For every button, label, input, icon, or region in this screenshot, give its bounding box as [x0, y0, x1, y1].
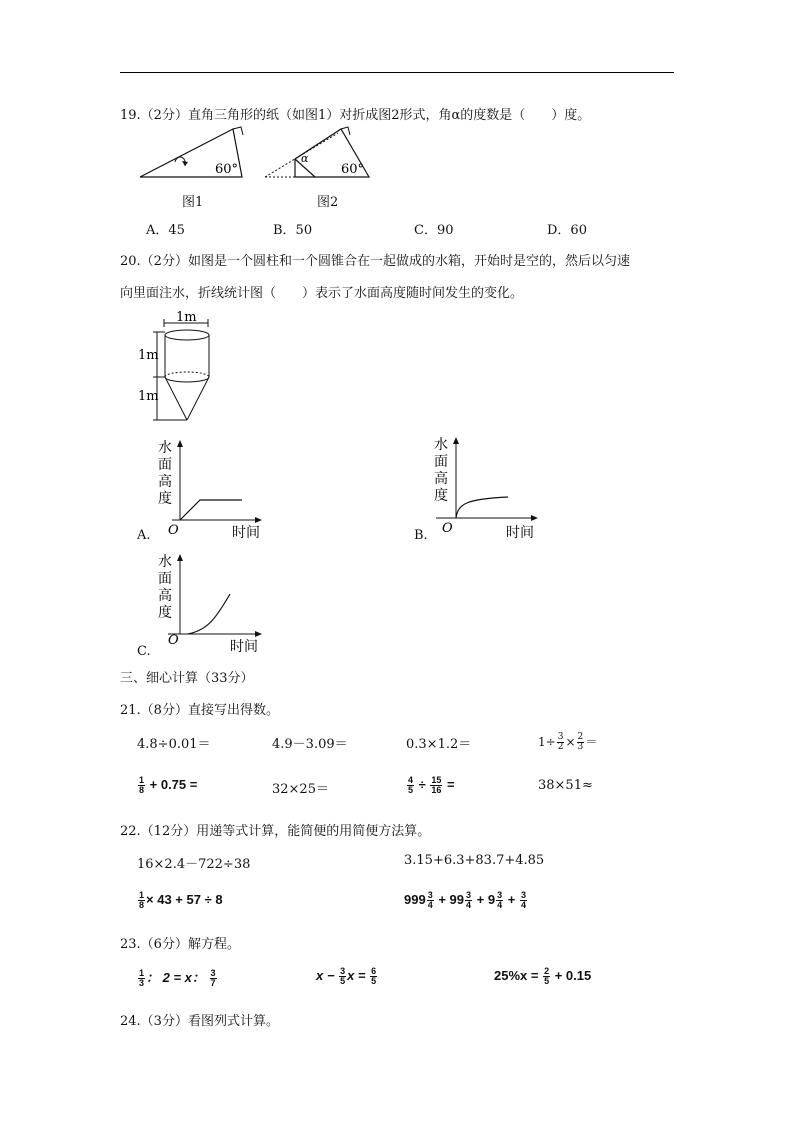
q19-figures: [135, 126, 385, 186]
q23-e3: 25%x = $\frac{2}{5}$ + 0.15: [494, 966, 592, 986]
svg-text:时间: 时间: [506, 525, 534, 541]
graph-a: [152, 436, 272, 546]
svg-text:水: 水: [158, 440, 172, 456]
svg-text:高: 高: [158, 474, 172, 490]
svg-text:度: 度: [434, 488, 448, 504]
q22-stem: 22.（12分）用递等式计算，能简便的用简便方法算。: [120, 824, 431, 839]
fig2-alpha: α: [301, 152, 309, 165]
q20-stem-line1: 20.（2分）如图是一个圆柱和一个圆锥合在一起做成的水箱，开始时是空的，然后以匀速: [120, 254, 630, 269]
fig2-triangle: [265, 127, 369, 177]
svg-text:时间: 时间: [232, 525, 260, 541]
q20-option-b: B.: [414, 528, 428, 543]
q21-e6: 32×25＝: [272, 782, 329, 797]
svg-text:O: O: [168, 523, 179, 538]
q23-e2: x − $\frac{3}{5}$ x = $\frac{6}{5}$: [316, 966, 377, 986]
fig1-triangle: [140, 127, 243, 177]
section3-title: 三、细心计算（33分）: [120, 671, 254, 686]
q19-stem: 19.（2分）直角三角形的纸（如图1）对折成图2形式，角α的度数是（ ）度。: [120, 108, 591, 123]
svg-text:水: 水: [434, 437, 448, 453]
q22-e4: 999 $\frac{3}{4}$ + 99 $\frac{3}{4}$ + 9 $\frac{3}{4}$ + $\frac{3}{4}$: [404, 890, 526, 910]
q24-stem: 24.（3分）看图列式计算。: [120, 1014, 279, 1029]
svg-text:面: 面: [158, 457, 172, 473]
tank-h2-label: 1m: [138, 389, 159, 404]
q20-stem-line2: 向里面注水，折线统计图（ ）表示了水面高度随时间发生的变化。: [120, 286, 524, 301]
q19-option-a: A．45: [146, 223, 185, 238]
tank-h1-label: 1m: [138, 348, 159, 363]
fig2-angle: 60°: [341, 162, 365, 177]
q21-e3: 0.3×1.2＝: [406, 737, 472, 752]
fig1-angle: 60°: [215, 162, 239, 177]
svg-text:O: O: [442, 521, 453, 536]
q22-e1: 16×2.4－722÷38: [137, 857, 251, 872]
q22-e3: $\frac{1}{8}$ × 43 + 57 ÷ 8: [139, 890, 223, 910]
svg-text:面: 面: [434, 454, 448, 470]
tank-top-label: 1m: [176, 310, 197, 325]
q22-e2: 3.15+6.3+83.7+4.85: [404, 853, 545, 868]
svg-text:高: 高: [158, 588, 172, 604]
graph-c: [152, 550, 272, 660]
q19-option-c: C．90: [414, 223, 454, 238]
svg-text:O: O: [168, 633, 179, 648]
q21-e2: 4.9－3.09＝: [272, 737, 348, 752]
fig1-caption: 图1: [182, 195, 204, 210]
water-tank-figure: [135, 308, 225, 426]
q23-stem: 23.（6分）解方程。: [120, 937, 240, 952]
graph-b: [428, 433, 548, 543]
q20-option-a: A.: [137, 528, 151, 543]
svg-text:高: 高: [434, 471, 448, 487]
q21-stem: 21.（8分）直接写出得数。: [120, 703, 279, 718]
header-rule: [120, 72, 674, 73]
q23-e1: $\frac{1}{3}$ ： 2 = x： $\frac{3}{7}$: [139, 968, 216, 989]
svg-text:水: 水: [158, 554, 172, 570]
svg-text:度: 度: [158, 605, 172, 621]
svg-text:时间: 时间: [230, 639, 258, 655]
q21-e1: 4.8÷0.01＝: [137, 737, 211, 752]
q21-e5: $\frac{1}{8}$ + 0.75 =: [139, 775, 198, 795]
q19-option-b: B．50: [273, 223, 313, 238]
q20-option-c: C.: [137, 644, 151, 659]
q21-e8: 38×51≈: [538, 778, 593, 793]
fig2-caption: 图2: [317, 195, 339, 210]
q21-e7: $\frac{4}{5}$ ÷ $\frac{15}{16}$ =: [408, 775, 455, 795]
q21-e4: 1÷ $\frac{3}{2}$ × $\frac{2}{3}$ ＝: [538, 732, 598, 752]
svg-text:面: 面: [158, 571, 172, 587]
q19-option-d: D．60: [547, 223, 587, 238]
svg-text:度: 度: [158, 491, 172, 507]
